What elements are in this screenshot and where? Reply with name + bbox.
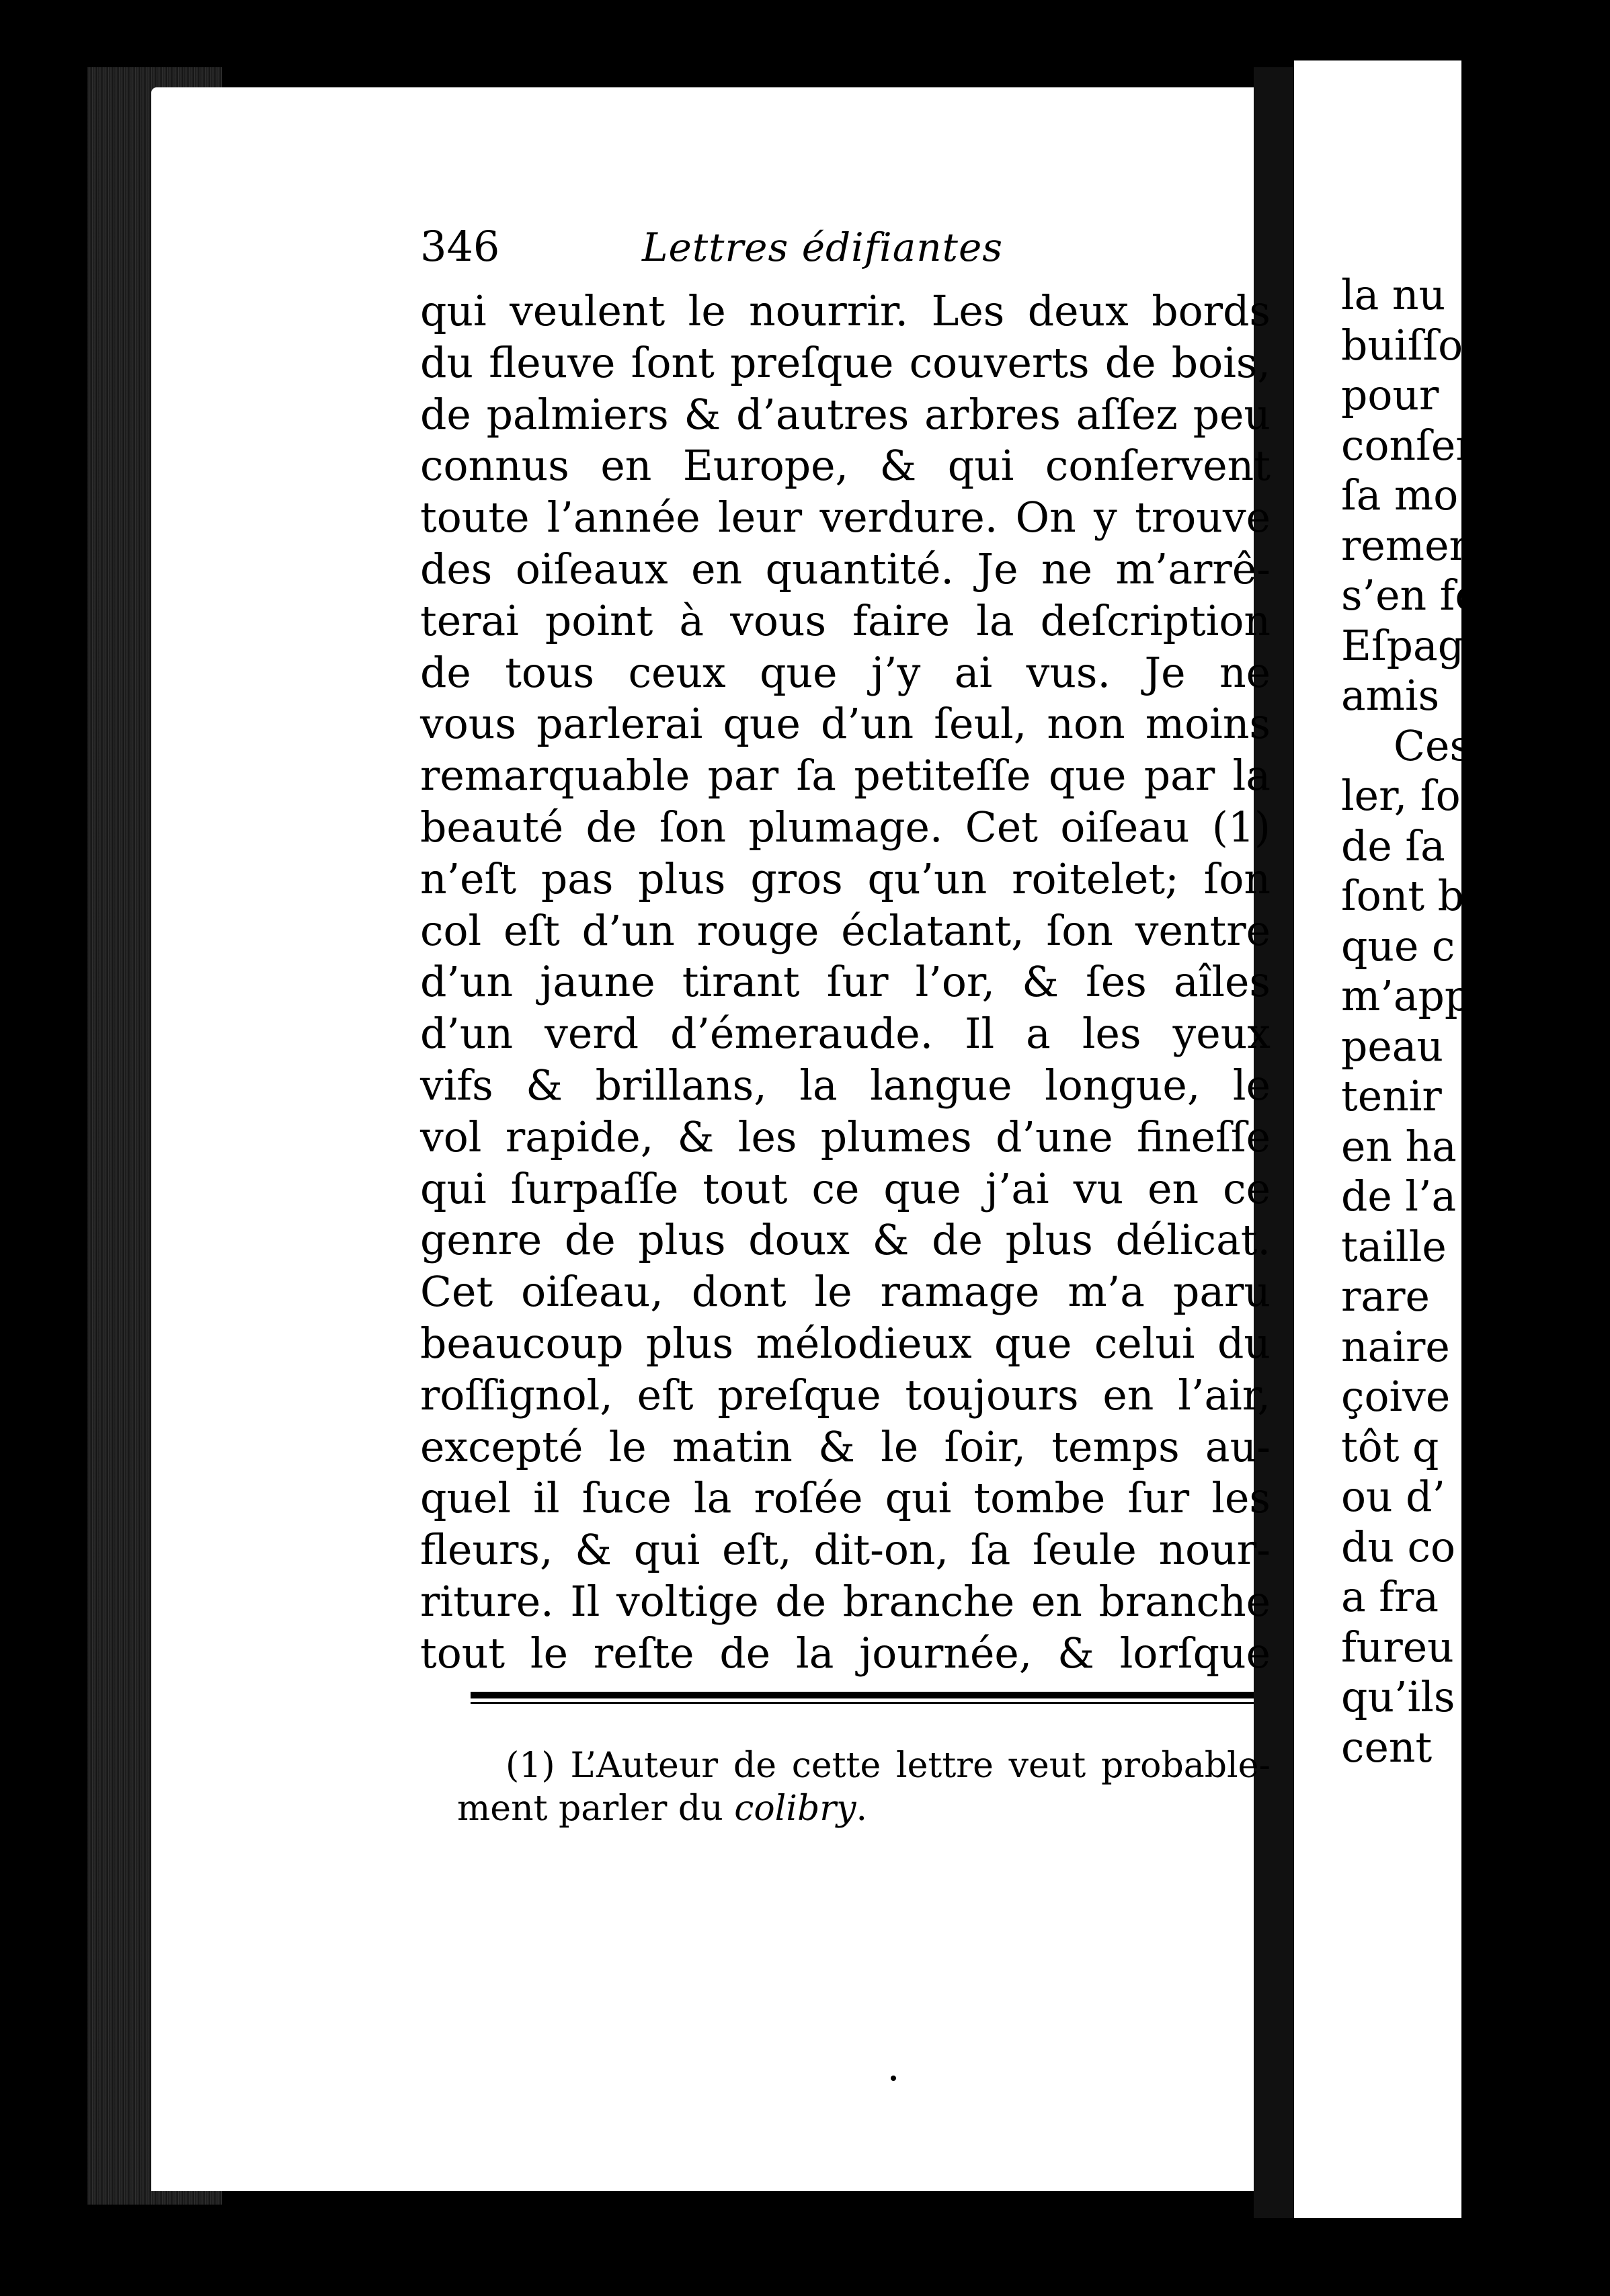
text-line: riture. Il voltige de branche en branche [420, 1577, 1271, 1626]
text-line: vifs & brillans, la langue longue, le [420, 1061, 1271, 1110]
text-line: excepté le matin & le ſoir, temps au- [420, 1422, 1271, 1471]
page-header [420, 222, 1227, 296]
text-line: tout le reſte de la journée, & lorſque [420, 1629, 1271, 1678]
text-line: que c [1341, 921, 1455, 971]
text-line: a fra [1341, 1573, 1439, 1621]
footnote-line [457, 1787, 1271, 1830]
text-line: de l’a [1341, 1172, 1457, 1221]
body-text [420, 286, 1271, 1680]
text-line: Eſpag [1341, 621, 1465, 670]
text-line: vous parlerai que d’un ſeul, non moins [420, 700, 1271, 749]
text-line: buiſſo [1341, 321, 1463, 370]
text-line: qu’ils [1341, 1673, 1455, 1721]
text-line: remarquable par ſa petiteſſe que par la [420, 751, 1271, 801]
text-line: m’app [1341, 972, 1472, 1020]
footnote-italic-term: colibry [734, 1789, 856, 1829]
text-line: du co [1341, 1522, 1455, 1571]
text-line: n’eſt pas plus gros qu’un roitelet; ſon [420, 854, 1271, 903]
text-line: col eſt d’un rouge éclatant, ſon ventre [420, 906, 1271, 955]
text-line: ler, ſo [1341, 772, 1461, 820]
text-line: Cet oiſeau, dont le ramage m’a paru [420, 1268, 1271, 1317]
page-number: 346 [420, 222, 500, 271]
text-line: remen [1341, 521, 1476, 570]
text-line: terai point à vous faire la deſcription [420, 596, 1271, 645]
text-line: genre de plus doux & de plus délicat. [420, 1216, 1271, 1265]
text-line: du fleuve ſont preſque couverts de bois, [420, 338, 1271, 387]
footnote-rule-thin [471, 1702, 1254, 1704]
text-line: tenir [1341, 1072, 1442, 1120]
text-line: vol rapide, & les plumes d’une fineſſe [420, 1112, 1271, 1161]
text-line: de ſa [1341, 821, 1445, 870]
footnote-period: . [856, 1789, 867, 1829]
footnote-line: (1) L’Auteur de cette lettre veut probable- [506, 1746, 1271, 1786]
text-line: ſont b [1341, 872, 1465, 920]
ink-speck [891, 2076, 896, 2081]
text-line: pour [1341, 371, 1439, 419]
text-line: ou d’ [1341, 1473, 1446, 1521]
text-line: taille [1341, 1222, 1447, 1271]
text-line: beaucoup plus mélodieux que celui du [420, 1319, 1271, 1368]
text-line: roſſignol, eſt preſque toujours en l’air, [420, 1370, 1271, 1420]
footnote [457, 1744, 1271, 1830]
text-line: Ces [1394, 721, 1472, 770]
text-line: connus en Europe, & qui conſervent [420, 442, 1271, 491]
text-line: d’un jaune tirant ſur l’or, & ſes aîles [420, 958, 1271, 1007]
text-line: beauté de ſon plumage. Cet oiſeau (1) [420, 803, 1271, 852]
text-line: peau [1341, 1022, 1444, 1071]
footnote-text: ment parler du [457, 1789, 735, 1829]
right-page-text [1341, 270, 1610, 1772]
text-line: conſer [1341, 421, 1476, 470]
text-line: fleurs, & qui eſt, dit-on, ſa ſeule nour- [420, 1526, 1271, 1575]
text-line: rare [1341, 1272, 1430, 1321]
text-line: naire [1341, 1322, 1450, 1371]
text-line: toute l’année leur verdure. On y trouve [420, 493, 1271, 542]
text-line: quel il ſuce la roſée qui tombe ſur les [420, 1474, 1271, 1523]
text-line: de tous ceux que j’y ai vus. Je ne [420, 648, 1271, 697]
text-line: çoive [1341, 1372, 1451, 1421]
text-line: la nu [1341, 271, 1446, 319]
footnote-rule [471, 1692, 1254, 1698]
text-line: d’un verd d’émeraude. Il a les yeux [420, 1010, 1271, 1059]
text-line: s’en fo [1341, 571, 1480, 620]
running-title: Lettres édifiantes [642, 224, 1004, 270]
text-line: cent [1341, 1723, 1433, 1772]
text-line: en ha [1341, 1122, 1457, 1171]
text-line: qui veulent le nourrir. Les deux bords [420, 287, 1271, 335]
text-line: qui ſurpaſſe tout ce que j’ai vu en ce [420, 1164, 1271, 1213]
text-line: tôt q [1341, 1422, 1439, 1471]
text-line: ſa mo [1341, 471, 1459, 520]
text-line: des oiſeaux en quantité. Je ne m’arrê- [420, 544, 1271, 593]
text-line: amis [1341, 671, 1440, 720]
text-line: de palmiers & d’autres arbres aſſez peu [420, 390, 1271, 439]
text-line: fureu [1341, 1623, 1454, 1672]
